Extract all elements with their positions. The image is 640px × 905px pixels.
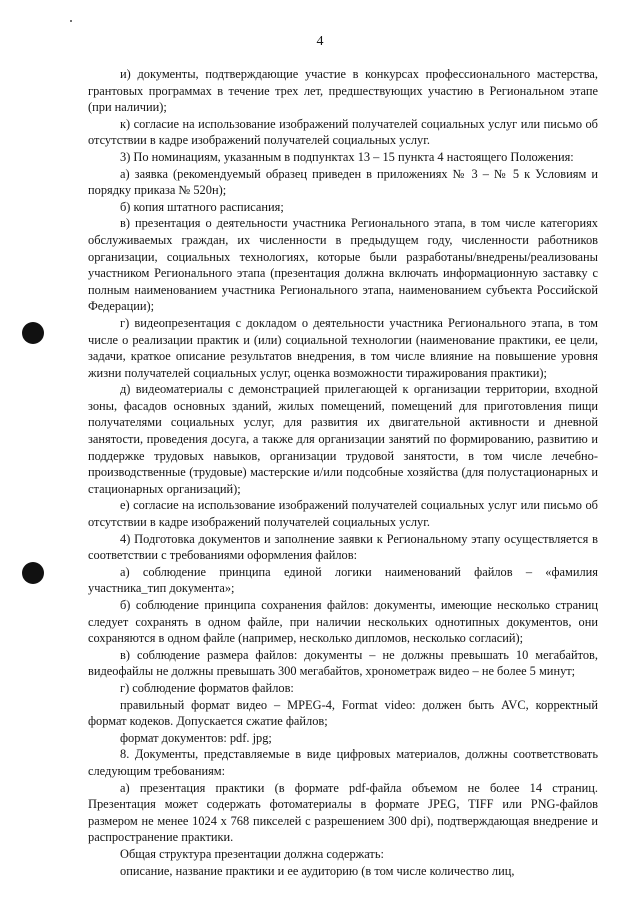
- paragraph: Общая структура презентации должна содержать:: [120, 846, 384, 861]
- paragraph: а) соблюдение принципа единой логики наименований файлов – «фамилия участника_тип документа»;: [88, 564, 598, 596]
- paragraph: г) соблюдение форматов файлов:: [120, 680, 294, 695]
- paragraph: б) копия штатного расписания;: [120, 199, 284, 214]
- paragraph: и) документы, подтверждающие участие в конкурсах профессионального мастерства, грантовых программах в течение трех лет, предшествующих участию в Региональном этапе (при наличии);: [88, 67, 598, 115]
- paragraph: г) видеопрезентация с докладом о деятельности участника Регионального этапа, в том числе о реализации практик и (или) социальной технологии (наименование практики, ее цели, задачи, краткое описание результатов внедрения, в том числе влияние на повышение уровня жизни получателей социальных услуг, оценка возможности тиражирования практики);: [88, 315, 598, 380]
- body-text: [88, 66, 598, 879]
- scan-speck: [70, 20, 72, 22]
- paragraph: правильный формат видео – MPEG-4, Format video: должен быть AVC, корректный формат кодеков. Допускается сжатие файлов;: [88, 697, 598, 729]
- paragraph: 8. Документы, представляемые в виде цифровых материалов, должны соответствовать следующим требованиям:: [88, 747, 598, 778]
- paragraph: 3) По номинациям, указанным в подпунктах 13 – 15 пункта 4 настоящего Положения:: [120, 149, 574, 164]
- page-number: 4: [316, 34, 324, 49]
- punch-hole-bottom: [22, 562, 44, 584]
- paragraph: д) видеоматериалы с демонстрацией прилегающей к организации территории, входной зоны, фасадов основных зданий, жилых помещений, помещений для приготовления пищи получателями социальных услуг, для развития их двигательной активности и дневной занятости, проведения досуга, а также для организации занятий по формированию, развитию и поддержке трудовых навыков, организации трудовой занятости, в том числе лечебно-производственные (трудовые) мастерские и/или подсобные хозяйства (для полустационарных и стационарных организаций);: [88, 382, 598, 496]
- paragraph: е) согласие на использование изображений получателей социальных услуг или письмо об отсутствии в кадре изображений получателей социальных услуг.: [88, 498, 598, 530]
- paragraph: описание, название практики и ее аудиторию (в том числе количество лиц,: [120, 863, 515, 878]
- paragraph: 4) Подготовка документов и заполнение заявки к Региональному этапу осуществляется в соответствии с требованиями оформления файлов:: [88, 531, 598, 563]
- paragraph: к) согласие на использование изображений получателей социальных услуг или письмо об отсутствии в кадре изображений получателей социальных услуг.: [88, 116, 598, 148]
- paragraph: б) соблюдение принципа сохранения файлов: документы, имеющие несколько страниц следует сохранять в одном файле, при наличии нескольких однотипных документов, они сохраняются в одном файле (например, несколько дипломов, несколько согласий);: [88, 598, 598, 646]
- paragraph: а) заявка (рекомендуемый образец приведен в приложениях № 3 – № 5 к Условиям и порядку приказа № 520н);: [88, 166, 598, 198]
- paragraph: а) презентация практики (в формате pdf-файла объемом не более 14 страниц. Презентация может содержать фотоматериалы в формате JPEG, TIFF или PNG-файлов размером не менее 1024 x 768 пикселей с разрешением 300 dpi), подтверждающая внедрение и распространение практики.: [88, 780, 598, 845]
- paragraph: формат документов: pdf. jpg;: [120, 730, 272, 745]
- paragraph: в) презентация о деятельности участника Регионального этапа, в том числе категориях обслуживаемых граждан, их численности в предыдущем году, численности работников организации, социальных технологиях, которые были разработаны/внедрены/реализованы участником Регионального этапа (презентация должна включать информационную заставку с полным наименованием участника Регионального этапа, наименованием субъекта Российской Федерации);: [88, 216, 598, 314]
- paragraph: в) соблюдение размера файлов: документы – не должны превышать 10 мегабайтов, видеофайлы не должны превышать 300 мегабайтов, хронометраж видео – не более 5 минут;: [88, 647, 598, 679]
- punch-hole-top: [22, 322, 44, 344]
